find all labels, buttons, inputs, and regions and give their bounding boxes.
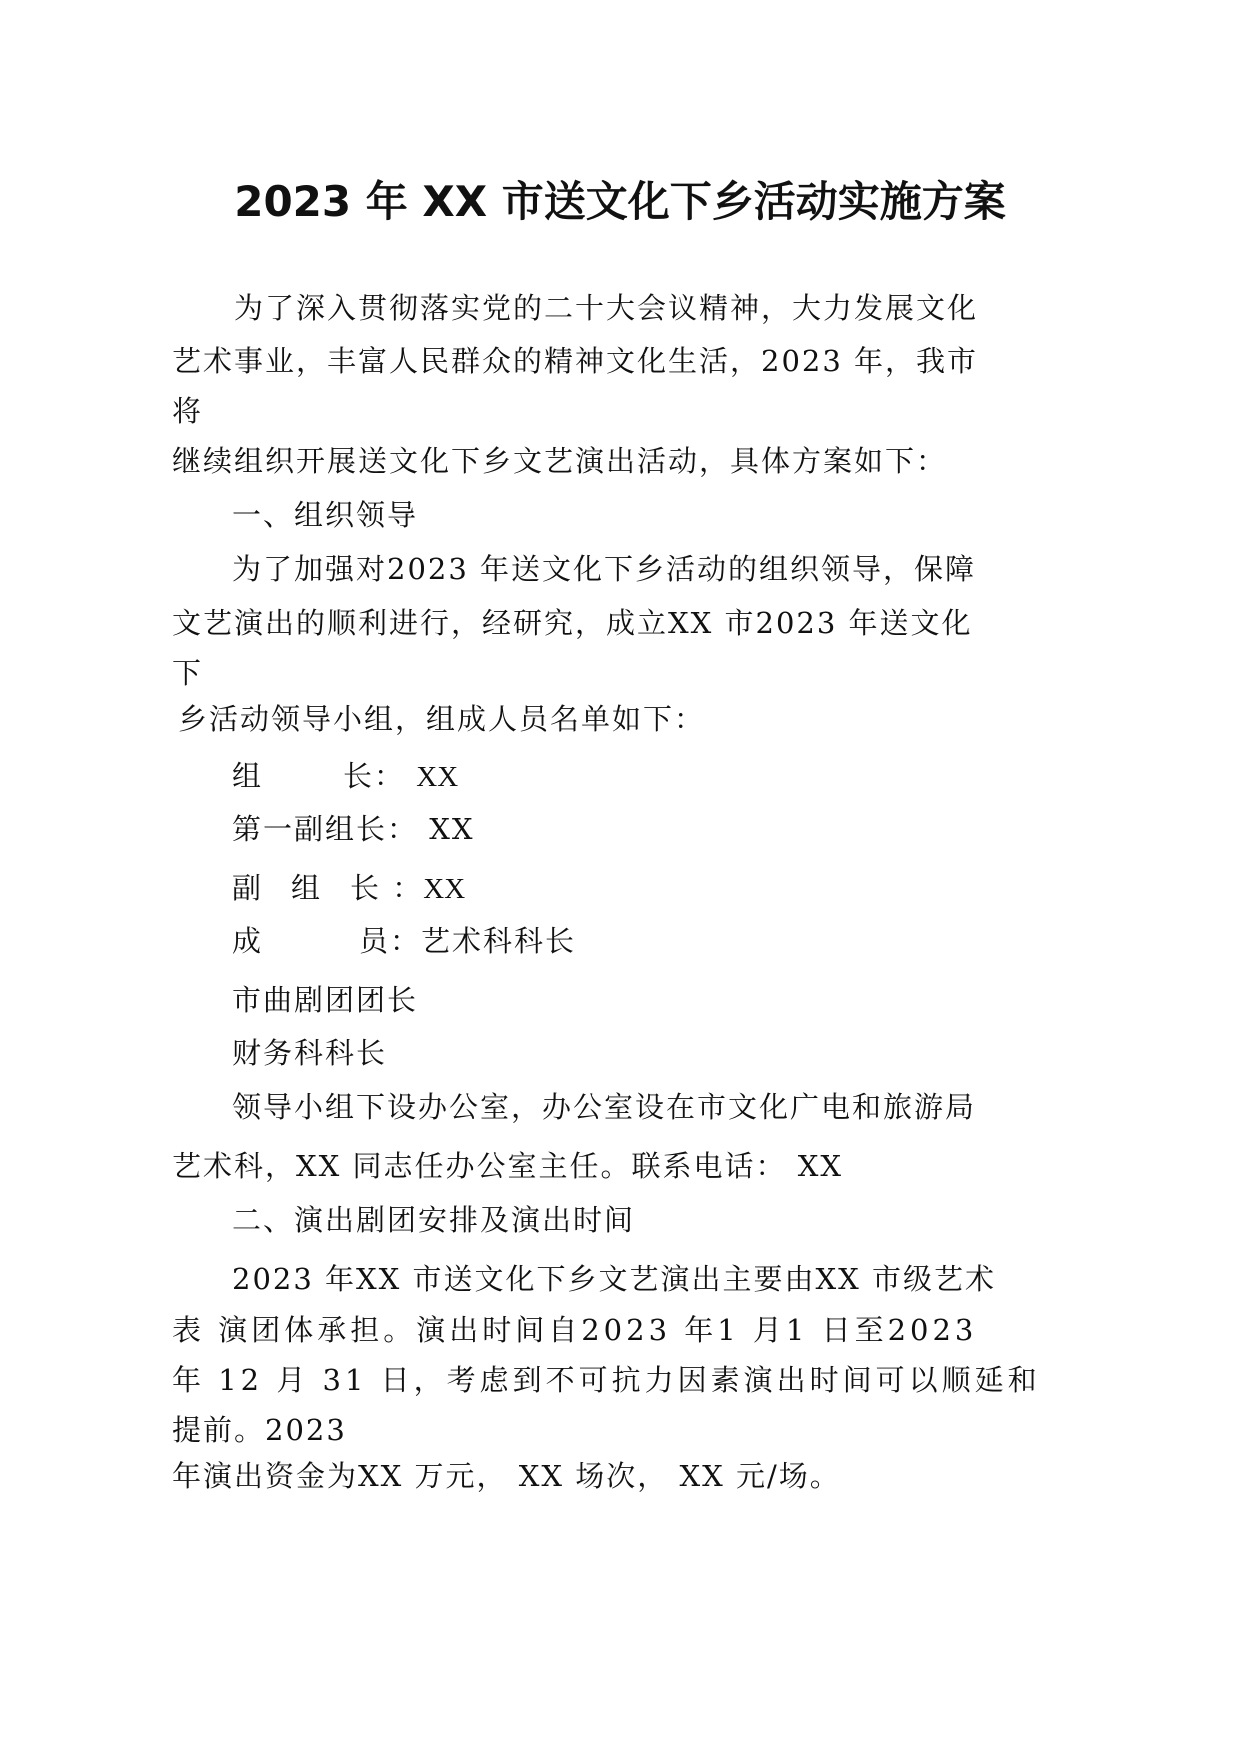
paragraph-schedule-line-3: 年 12 月 31 日，考虑到不可抗力因素演出时间可以顺延和 [172,1363,1041,1397]
roster-first-deputy-label: 第一副组长： [232,812,419,846]
roster-leader [232,756,458,797]
roster-first-deputy [232,809,475,849]
paragraph-intro-line-4: 继续组织开展送文化下乡文艺演出活动，具体方案如下： [172,444,948,478]
paragraph-org-line-2: 文艺演出的顺利进行，经研究，成立XX 市2023 年送文化 [172,606,973,640]
roster-deputy-label-a: 副 [232,871,264,905]
roster-member-1: 艺术科科长 [421,924,577,958]
roster-deputy [232,868,465,909]
section-heading-2: 二、演出剧团安排及演出时间 [232,1203,636,1237]
roster-leader-label-b: 长： [343,759,406,793]
paragraph-schedule-line-1: 2023 年XX 市送文化下乡文艺演出主要由XX 市级艺术 [232,1262,997,1296]
roster-member-3: 财务科科长 [232,1036,388,1070]
paragraph-org-line-4: 乡活动领导小组，组成人员名单如下： [178,702,706,736]
paragraph-intro-line-2: 艺术事业，丰富人民群众的精神文化生活，2023 年，我市 [172,344,979,378]
paragraph-intro-line-3: 将 [172,394,204,428]
paragraph-schedule-line-4: 提前。2023 [172,1413,347,1447]
roster-deputy-label-b: 组 [291,871,323,905]
roster-leader-value: XX [416,761,459,793]
paragraph-office-line-1: 领导小组下设办公室，办公室设在市文化广电和旅游局 [232,1090,977,1124]
paragraph-org-line-3: 下 [172,656,204,690]
roster-first-deputy-value: XX [429,812,475,846]
paragraph-org-line-1: 为了加强对2023 年送文化下乡活动的组织领导，保障 [232,552,977,586]
paragraph-schedule-line-2: 表 演团体承担。演出时间自2023 年1 月1 日至2023 [172,1313,978,1347]
roster-member-2: 市曲剧团团长 [232,983,419,1017]
document-title: 2023 年 XX 市送文化下乡活动实施方案 [234,177,1006,226]
roster-leader-label-a: 组 [232,759,264,793]
paragraph-office-line-2: 艺术科，XX 同志任办公室主任。联系电话： XX [172,1149,844,1183]
roster-deputy-value: XX [423,873,466,905]
roster-deputy-label-c: 长 ： [350,871,424,905]
section-heading-1: 一、组织领导 [232,498,419,532]
roster-member-label-a: 成 [232,924,264,958]
paragraph-schedule-line-5: 年演出资金为XX 万元， XX 场次， XX 元/场。 [172,1459,841,1493]
roster-members [232,921,576,961]
roster-member-label-b: 员： [359,924,422,958]
paragraph-intro-line-1: 为了深入贯彻落实党的二十大会议精神，大力发展文化 [234,291,979,325]
